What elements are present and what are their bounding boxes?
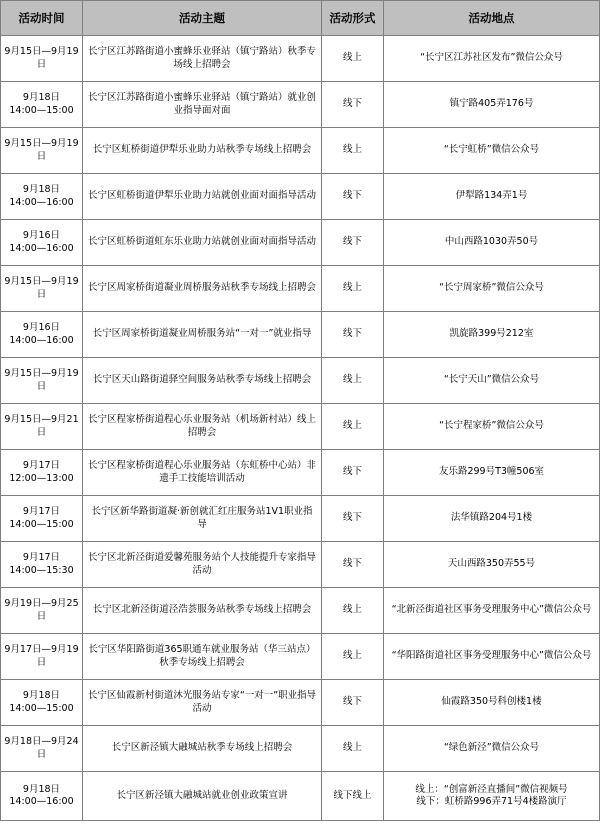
cell-time: 9月16日 14:00—16:00 [1, 220, 83, 266]
cell-form: 线下 [322, 174, 384, 220]
table-row [1, 174, 600, 220]
table-row [1, 680, 600, 726]
table-row [1, 726, 600, 772]
cell-place: 法华镇路204号1楼 [384, 496, 600, 542]
cell-form: 线下 [322, 680, 384, 726]
table-row [1, 358, 600, 404]
table-row [1, 312, 600, 358]
cell-form: 线上 [322, 128, 384, 174]
table-row [1, 772, 600, 821]
cell-form: 线上 [322, 588, 384, 634]
cell-place: 中山西路1030弄50号 [384, 220, 600, 266]
cell-theme: 长宁区周家桥街道凝业周桥服务站秋季专场线上招聘会 [83, 266, 322, 312]
cell-place: “长宁区江苏社区发布”微信公众号 [384, 36, 600, 82]
cell-place: 镇宁路405弄176号 [384, 82, 600, 128]
cell-time: 9月15日—9月19日 [1, 36, 83, 82]
cell-place: “长宁天山”微信公众号 [384, 358, 600, 404]
table-row [1, 266, 600, 312]
cell-form: 线上 [322, 36, 384, 82]
cell-theme: 长宁区天山路街道驿空间服务站秋季专场线上招聘会 [83, 358, 322, 404]
cell-time: 9月17日—9月19日 [1, 634, 83, 680]
table-row [1, 36, 600, 82]
cell-place: 凯旋路399号212室 [384, 312, 600, 358]
header-place: 活动地点 [384, 1, 600, 36]
table-row [1, 542, 600, 588]
cell-form: 线上 [322, 266, 384, 312]
cell-theme: 长宁区周家桥街道凝业周桥服务站“一对一”就业指导 [83, 312, 322, 358]
table-row [1, 82, 600, 128]
cell-place: “长宁周家桥”微信公众号 [384, 266, 600, 312]
cell-theme: 长宁区新华路街道凝·新创就汇红庄服务站1V1职业指导 [83, 496, 322, 542]
header-time: 活动时间 [1, 1, 83, 36]
cell-time: 9月18日 14:00—15:00 [1, 82, 83, 128]
cell-place: 仙霞路350号科创楼1楼 [384, 680, 600, 726]
cell-place: 线上：“创富新泾直播间”微信视频号 线下：虹桥路996弄71号4楼路演厅 [384, 772, 600, 821]
cell-theme: 长宁区程家桥街道程心乐业服务站（东虹桥中心站）非遗手工技能培训活动 [83, 450, 322, 496]
cell-theme: 长宁区北新泾街道泾浩荟服务站秋季专场线上招聘会 [83, 588, 322, 634]
cell-form: 线下 [322, 312, 384, 358]
table-row [1, 634, 600, 680]
table-row [1, 220, 600, 266]
cell-theme: 长宁区北新泾街道爱馨苑服务站个人技能提升专家指导活动 [83, 542, 322, 588]
cell-theme: 长宁区虹桥街道伊犁乐业助力站就创业面对面指导活动 [83, 174, 322, 220]
cell-time: 9月15日—9月21日 [1, 404, 83, 450]
cell-theme: 长宁区虹桥街道虹东乐业助力站就创业面对面指导活动 [83, 220, 322, 266]
cell-form: 线下 [322, 450, 384, 496]
cell-theme: 长宁区新泾镇大融城站就业创业政策宣讲 [83, 772, 322, 821]
cell-time: 9月18日 14:00—16:00 [1, 174, 83, 220]
cell-form: 线下 [322, 542, 384, 588]
cell-time: 9月17日 14:00—15:30 [1, 542, 83, 588]
cell-form: 线下 [322, 220, 384, 266]
table-row [1, 404, 600, 450]
table-row [1, 128, 600, 174]
cell-theme: 长宁区虹桥街道伊犁乐业助力站秋季专场线上招聘会 [83, 128, 322, 174]
header-theme: 活动主题 [83, 1, 322, 36]
cell-form: 线下 [322, 82, 384, 128]
cell-form: 线上 [322, 634, 384, 680]
cell-time: 9月19日—9月25日 [1, 588, 83, 634]
cell-theme: 长宁区华阳路街道365职通车就业服务站（华三站点）秋季专场线上招聘会 [83, 634, 322, 680]
cell-time: 9月17日 14:00—15:00 [1, 496, 83, 542]
table-row [1, 450, 600, 496]
cell-time: 9月15日—9月19日 [1, 128, 83, 174]
cell-theme: 长宁区江苏路街道小蜜蜂乐业驿站（镇宁路站）就业创业指导面对面 [83, 82, 322, 128]
cell-form: 线下 [322, 496, 384, 542]
cell-place: “华阳路街道社区事务受理服务中心”微信公众号 [384, 634, 600, 680]
cell-time: 9月16日 14:00—16:00 [1, 312, 83, 358]
cell-place: “北新泾街道社区事务受理服务中心”微信公众号 [384, 588, 600, 634]
cell-form: 线上 [322, 404, 384, 450]
cell-place: 友乐路299号T3幢506室 [384, 450, 600, 496]
cell-place: 伊犁路134弄1号 [384, 174, 600, 220]
cell-time: 9月18日 14:00—16:00 [1, 772, 83, 821]
cell-place: “绿色新泾”微信公众号 [384, 726, 600, 772]
cell-time: 9月15日—9月19日 [1, 358, 83, 404]
header-form: 活动形式 [322, 1, 384, 36]
cell-form: 线上 [322, 726, 384, 772]
cell-time: 9月18日—9月24日 [1, 726, 83, 772]
cell-form: 线上 [322, 358, 384, 404]
cell-place: 天山西路350弄55号 [384, 542, 600, 588]
cell-theme: 长宁区仙霞新村街道沐光服务站专家“一对一”职业指导活动 [83, 680, 322, 726]
cell-place: “长宁程家桥”微信公众号 [384, 404, 600, 450]
cell-theme: 长宁区新泾镇大融城站秋季专场线上招聘会 [83, 726, 322, 772]
cell-time: 9月15日—9月19日 [1, 266, 83, 312]
table-row [1, 496, 600, 542]
table-row [1, 588, 600, 634]
cell-theme: 长宁区江苏路街道小蜜蜂乐业驿站（镇宁路站）秋季专场线上招聘会 [83, 36, 322, 82]
cell-form: 线下线上 [322, 772, 384, 821]
cell-time: 9月17日 12:00—13:00 [1, 450, 83, 496]
cell-time: 9月18日 14:00—15:00 [1, 680, 83, 726]
header-row [1, 1, 600, 36]
cell-theme: 长宁区程家桥街道程心乐业服务站（机场新村站）线上招聘会 [83, 404, 322, 450]
cell-place: “长宁虹桥”微信公众号 [384, 128, 600, 174]
